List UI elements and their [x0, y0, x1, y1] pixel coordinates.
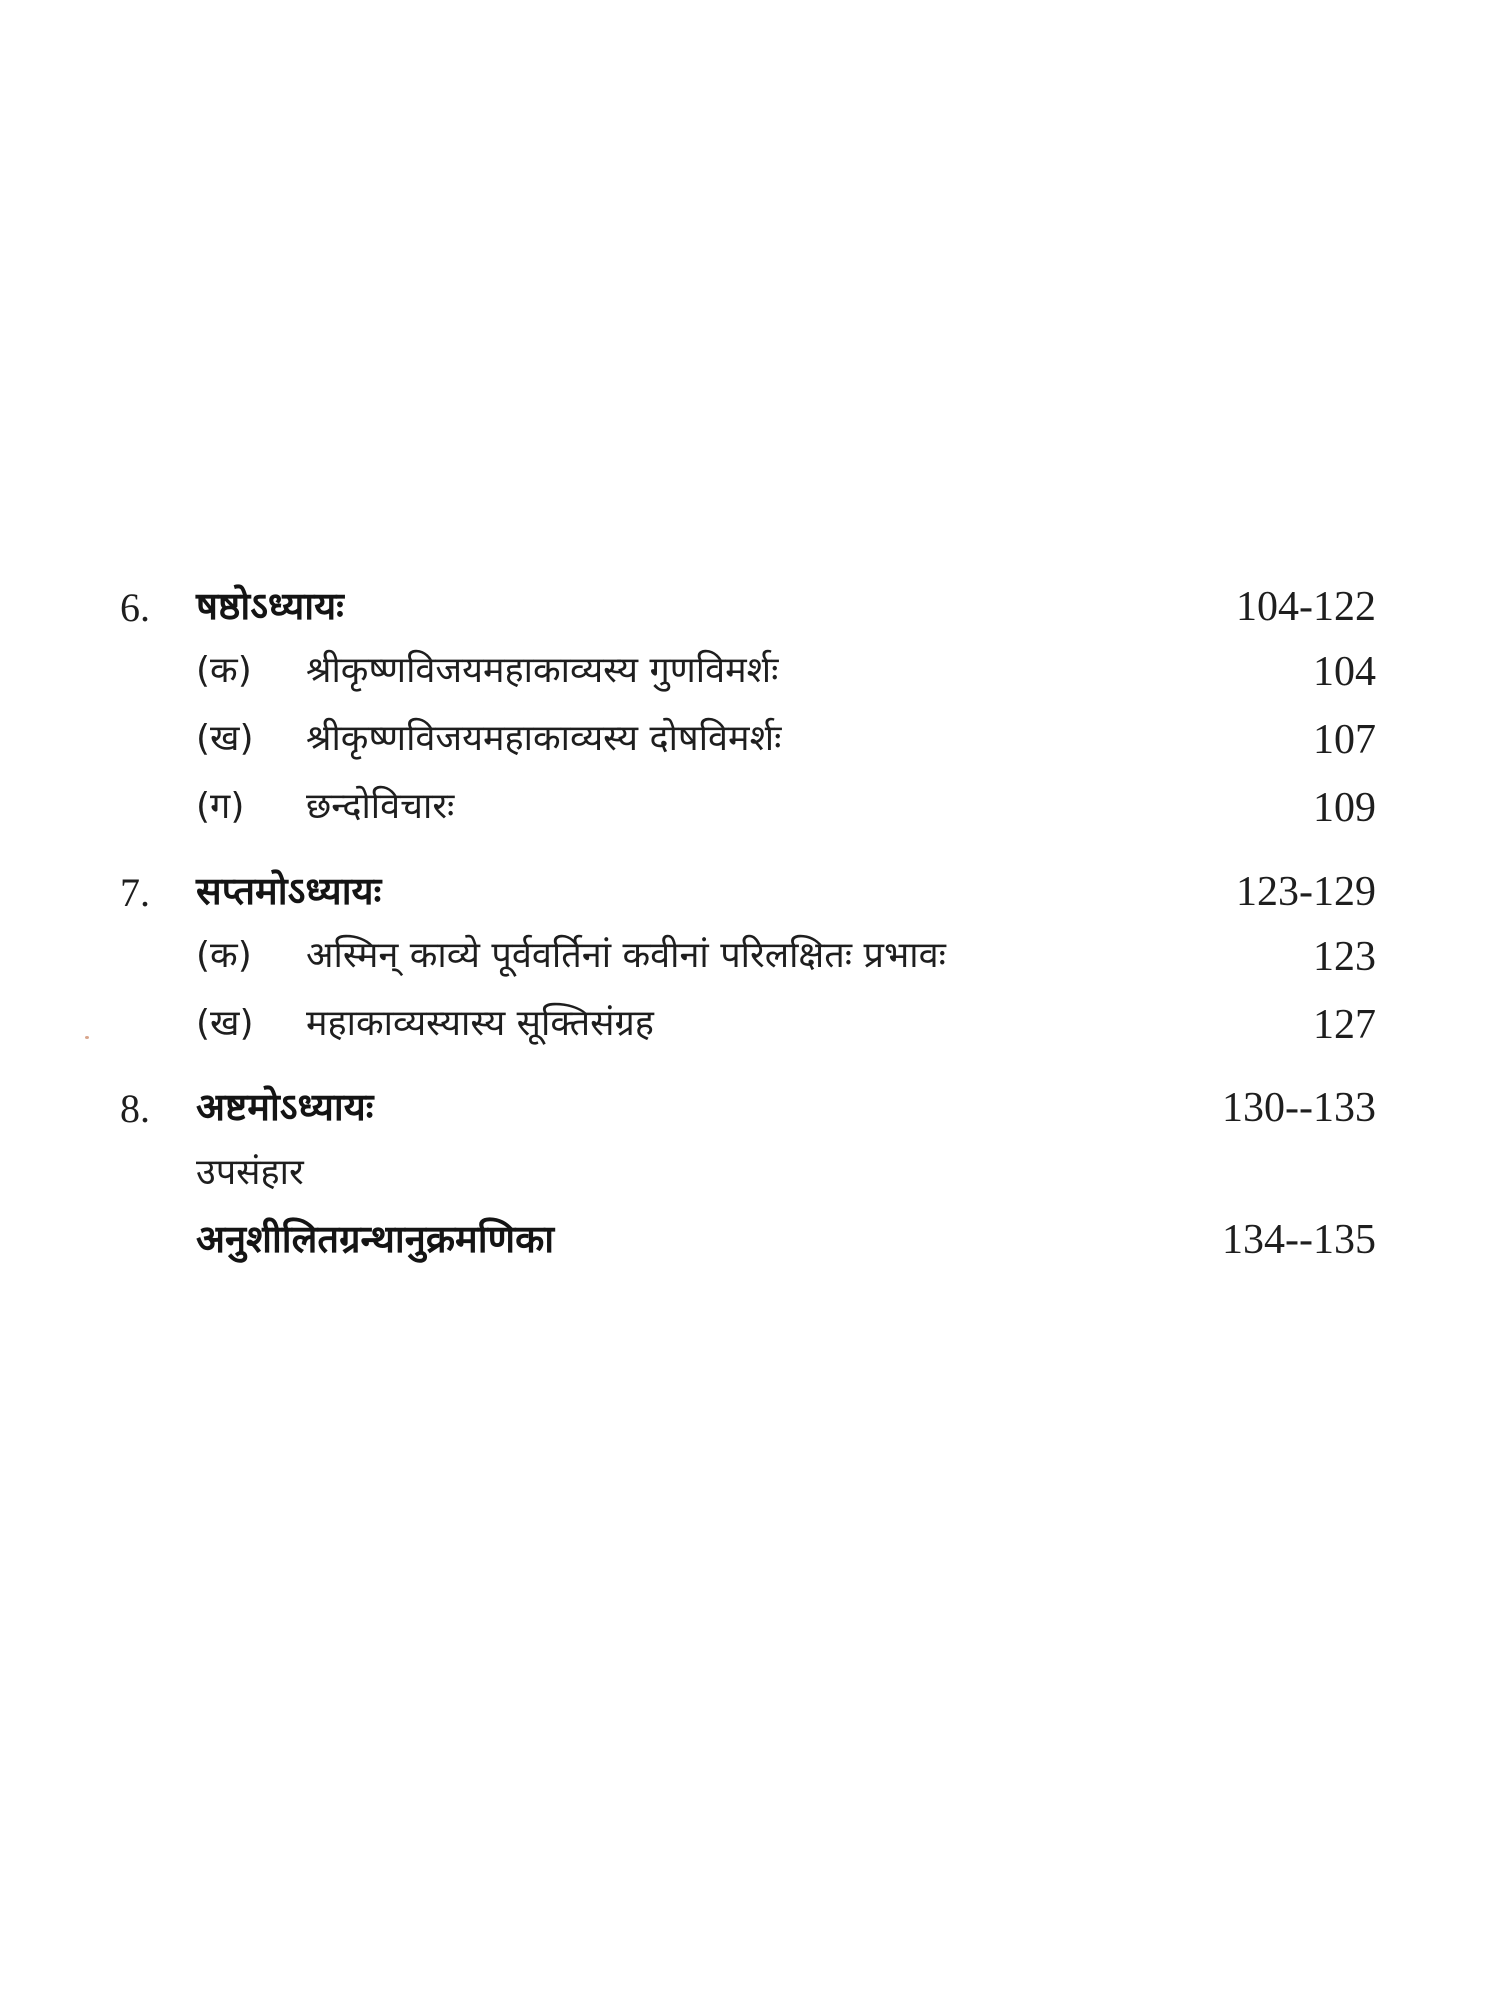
section-title: महाकाव्यस्यास्य सूक्तिसंग्रह [306, 1003, 654, 1044]
section-title: छन्दोविचारः [306, 786, 455, 827]
section-label: (ख) [196, 1003, 254, 1044]
chapter-7-heading [0, 862, 1500, 924]
section-page: 104 [1313, 649, 1376, 695]
section-label: (क) [196, 650, 252, 691]
section-entry [0, 927, 1500, 989]
section-page: 123 [1313, 934, 1376, 980]
chapter-number: 7. [120, 870, 150, 915]
chapter-title: अष्टमोऽध्यायः [196, 1085, 374, 1129]
section-page: 109 [1313, 785, 1376, 831]
section-title: श्रीकृष्णविजयमहाकाव्यस्य दोषविमर्शः [306, 718, 782, 759]
chapter-title: षष्ठोऽध्यायः [196, 584, 344, 628]
chapter-page-range: 130--133 [1222, 1085, 1376, 1131]
section-entry [0, 710, 1500, 772]
chapter-6-heading [0, 577, 1500, 639]
section-page: 127 [1313, 1002, 1376, 1048]
chapter-title: सप्तमोऽध्यायः [196, 869, 382, 913]
section-entry [0, 995, 1500, 1057]
chapter-8-heading [0, 1078, 1500, 1140]
chapter-number: 6. [120, 585, 150, 630]
bibliography-title: अनुशीलितग्रन्थानुक्रमणिका [196, 1217, 555, 1261]
section-label: (ग) [196, 786, 245, 827]
bibliography-entry [0, 1210, 1500, 1272]
paper-speck [85, 1036, 89, 1039]
section-title: अस्मिन् काव्ये पूर्ववर्तिनां कवीनां परिलक्षितः प्रभावः [306, 935, 946, 976]
section-page: 107 [1313, 717, 1376, 763]
section-entry [0, 642, 1500, 704]
chapter-page-range: 123-129 [1236, 869, 1376, 915]
section-label: (ख) [196, 718, 254, 759]
chapter-page-range: 104-122 [1236, 584, 1376, 630]
chapter-subtitle-row [0, 1144, 1500, 1206]
section-entry [0, 778, 1500, 840]
section-label: (क) [196, 935, 252, 976]
bibliography-page-range: 134--135 [1222, 1217, 1376, 1263]
chapter-subtitle: उपसंहार [196, 1152, 304, 1193]
chapter-number: 8. [120, 1086, 150, 1131]
section-title: श्रीकृष्णविजयमहाकाव्यस्य गुणविमर्शः [306, 650, 779, 691]
